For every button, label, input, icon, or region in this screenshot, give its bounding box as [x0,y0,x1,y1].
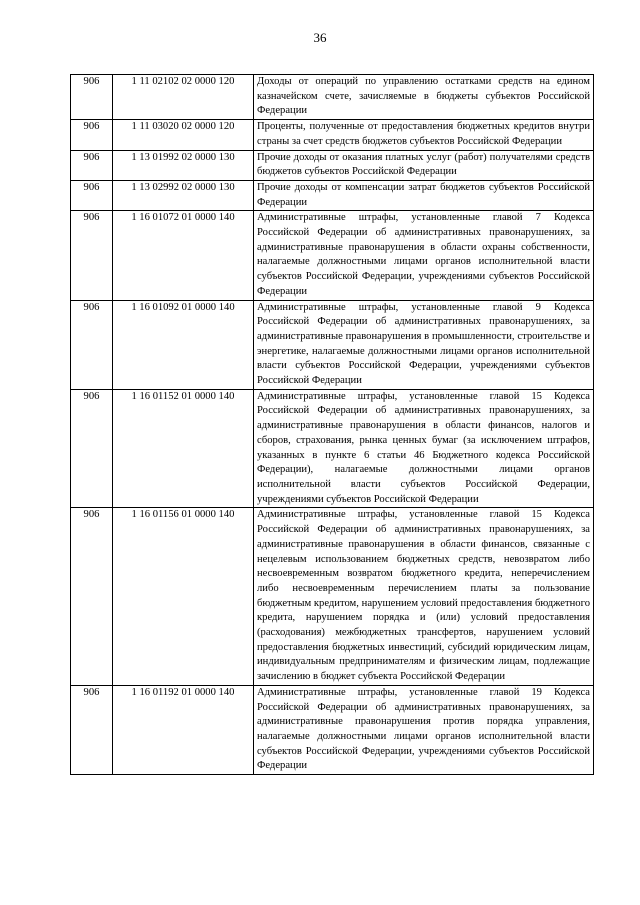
admin-code-cell: 906 [71,75,113,120]
budget-code-cell: 1 16 01192 01 0000 140 [113,685,254,774]
admin-code-cell: 906 [71,211,113,300]
table-row [71,180,594,210]
table-row [71,508,594,685]
budget-code-cell: 1 16 01156 01 0000 140 [113,508,254,685]
admin-code-cell: 906 [71,685,113,774]
description-cell: Административные штрафы, установленные главой 19 Кодекса Российской Федерации об административных правонарушениях, за административные правонарушения против порядка управления, налагаемые должностными лицами органов исполнительной власти субъектов Российской Федерации, учреждениями субъектов Российской Федерации [254,685,594,774]
table-row [71,211,594,300]
admin-code-cell: 906 [71,180,113,210]
table-row [71,120,594,150]
budget-code-cell: 1 13 02992 02 0000 130 [113,180,254,210]
description-cell: Прочие доходы от компенсации затрат бюджетов субъектов Российской Федерации [254,180,594,210]
budget-code-cell: 1 16 01072 01 0000 140 [113,211,254,300]
table-row [71,75,594,120]
admin-code-cell: 906 [71,150,113,180]
budget-code-cell: 1 16 01092 01 0000 140 [113,300,254,389]
description-cell: Административные штрафы, установленные главой 15 Кодекса Российской Федерации об административных правонарушениях, за административные правонарушения в области финансов, связанные с нецелевым использованием бюджетных средств, невозвратом либо несвоевременным возвратом бюджетного кредита, неперечислением либо несвоевременным перечислением платы за пользование бюджетным кредитом, нарушением условий предоставления бюджетного кредита, нарушением порядка и (или) условий предоставления (расходования) межбюджетных трансфертов, нарушением условий предоставления бюджетных инвестиций, субсидий юридическим лицам, индивидуальным предпринимателям и физическим лицам, подлежащие зачислению в бюджет субъекта Российской Федерации [254,508,594,685]
description-cell: Доходы от операций по управлению остатками средств на едином казначейском счете, зачисляемые в бюджеты субъектов Российской Федерации [254,75,594,120]
description-cell: Прочие доходы от оказания платных услуг (работ) получателями средств бюджетов субъектов Российской Федерации [254,150,594,180]
description-cell: Административные штрафы, установленные главой 9 Кодекса Российской Федерации об административных правонарушениях, за административные правонарушения в промышленности, строительстве и энергетике, налагаемые должностными лицами органов исполнительной власти субъектов Российской Федерации, учреждениями субъектов Российской Федерации [254,300,594,389]
admin-code-cell: 906 [71,300,113,389]
description-cell: Проценты, полученные от предоставления бюджетных кредитов внутри страны за счет средств бюджетов субъектов Российской Федерации [254,120,594,150]
description-cell: Административные штрафы, установленные главой 15 Кодекса Российской Федерации об административных правонарушениях, за административные правонарушения в области финансов, налогов и сборов, страхования, рынка ценных бумаг (за исключением штрафов, указанных в пункте 6 статьи 46 Бюджетного кодекса Российской Федерации), налагаемые должностными лицами органов исполнительной власти субъектов Российской Федерации, учреждениями субъектов Российской Федерации [254,389,594,508]
revenue-codes-table [70,74,594,775]
admin-code-cell: 906 [71,389,113,508]
table-row [71,300,594,389]
table-row [71,685,594,774]
budget-code-cell: 1 16 01152 01 0000 140 [113,389,254,508]
table-row [71,150,594,180]
description-cell: Административные штрафы, установленные главой 7 Кодекса Российской Федерации об административных правонарушениях, за административные правонарушения в области охраны собственности, налагаемые должностными лицами органов исполнительной власти субъектов Российской Федерации, учреждениями субъектов Российской Федерации [254,211,594,300]
admin-code-cell: 906 [71,508,113,685]
budget-code-cell: 1 11 02102 02 0000 120 [113,75,254,120]
admin-code-cell: 906 [71,120,113,150]
page-number: 36 [313,30,327,45]
table-row [71,389,594,508]
budget-code-cell: 1 13 01992 02 0000 130 [113,150,254,180]
budget-code-cell: 1 11 03020 02 0000 120 [113,120,254,150]
